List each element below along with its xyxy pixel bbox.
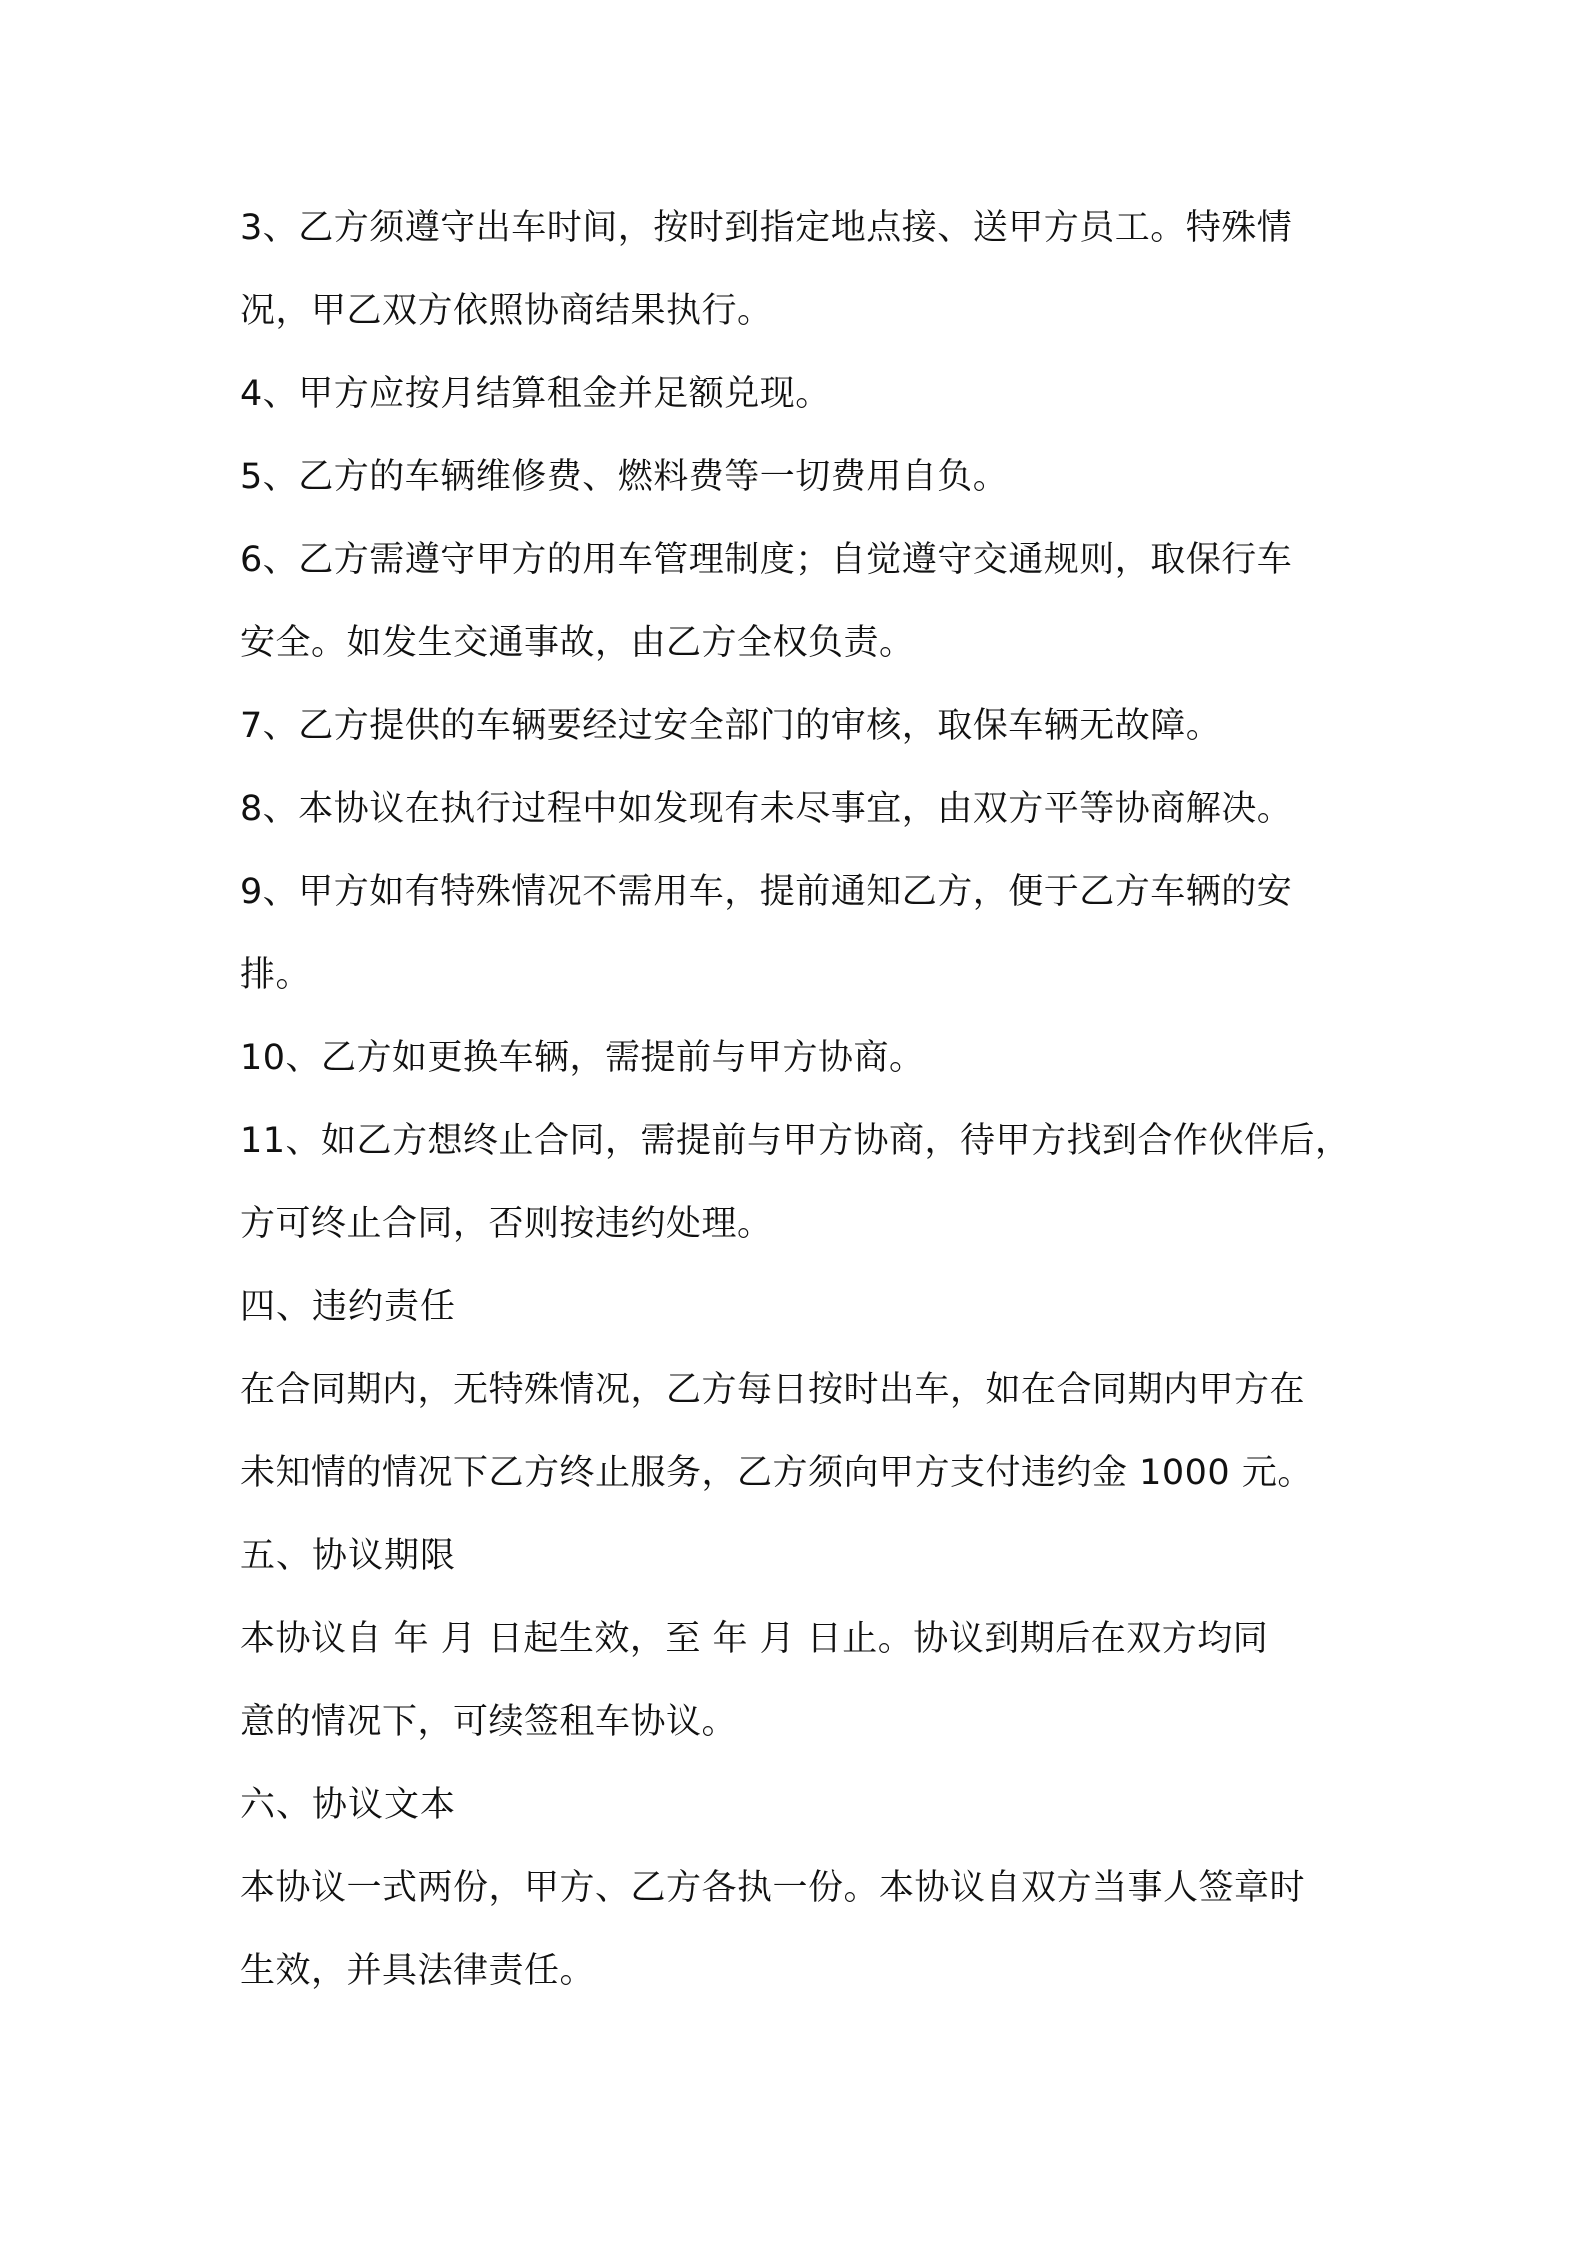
clause-3-line-1: 3、乙方须遵守出车时间，按时到指定地点接、送甲方员工。特殊情 xyxy=(240,208,1293,248)
term-text-line-2: 意的情况下，可续签租车协议。 xyxy=(240,1702,738,1742)
copies-text-line-2: 生效，并具法律责任。 xyxy=(240,1951,596,1991)
clause-9-line-2: 排。 xyxy=(240,955,312,995)
clause-11-line-2: 方可终止合同，否则按违约处理。 xyxy=(240,1204,773,1244)
clause-6-line-2: 安全。如发生交通事故，由乙方全权负责。 xyxy=(240,623,915,663)
clause-7: 7、乙方提供的车辆要经过安全部门的审核，取保车辆无故障。 xyxy=(240,706,1222,746)
clause-11-line-1: 11、如乙方想终止合同，需提前与甲方协商，待甲方找到合作伙伴后， xyxy=(240,1121,1351,1161)
section-heading-text: 六、协议文本 xyxy=(240,1785,457,1825)
clause-8: 8、本协议在执行过程中如发现有未尽事宜，由双方平等协商解决。 xyxy=(240,789,1293,829)
term-text-line-1: 本协议自 年 月 日起生效，至 年 月 日止。协议到期后在双方均同 xyxy=(240,1619,1269,1659)
section-heading-term: 五、协议期限 xyxy=(240,1536,457,1576)
breach-text-line-2: 未知情的情况下乙方终止服务，乙方须向甲方支付违约金 1000 元。 xyxy=(240,1453,1313,1493)
clause-5: 5、乙方的车辆维修费、燃料费等一切费用自负。 xyxy=(240,457,1009,497)
clause-3-line-2: 况，甲乙双方依照协商结果执行。 xyxy=(240,291,773,331)
breach-text-line-1: 在合同期内，无特殊情况，乙方每日按时出车，如在合同期内甲方在 xyxy=(240,1370,1306,1410)
clause-10: 10、乙方如更换车辆，需提前与甲方协商。 xyxy=(240,1038,925,1078)
clause-6-line-1: 6、乙方需遵守甲方的用车管理制度；自觉遵守交通规则，取保行车 xyxy=(240,540,1293,580)
section-heading-breach: 四、违约责任 xyxy=(240,1287,457,1327)
clause-9-line-1: 9、甲方如有特殊情况不需用车，提前通知乙方，便于乙方车辆的安 xyxy=(240,872,1293,912)
clause-4: 4、甲方应按月结算租金并足额兑现。 xyxy=(240,374,831,414)
copies-text-line-1: 本协议一式两份，甲方、乙方各执一份。本协议自双方当事人签章时 xyxy=(240,1868,1306,1908)
